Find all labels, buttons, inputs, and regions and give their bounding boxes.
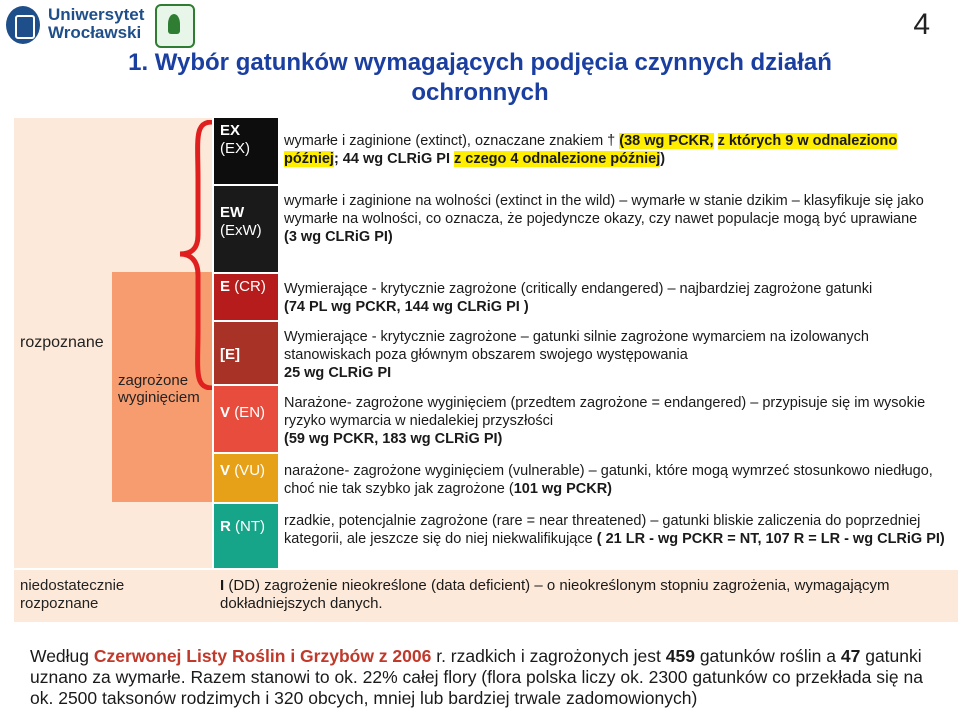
category-code: I	[220, 577, 225, 594]
desc-text: zagrożenie nieokreślone (data deficient) – o nieokreślonym stopniu zagrożenia, wymagającym dokładniejszych danych.	[220, 577, 890, 612]
category-code: E	[220, 278, 231, 295]
desc-bold: (74 PL wg PCKR, 144 wg CLRiG PI )	[284, 299, 529, 315]
title-line-1: 1. Wybór gatunków wymagających podjęcia czynnych działań	[128, 49, 832, 76]
desc-text: Wymierające - krytycznie zagrożone (critically endangered) – najbardziej zagrożone gatunki	[284, 281, 873, 297]
description-r-nt	[278, 508, 958, 552]
desc-text: wymarłe i zaginione na wolności (extinct in the wild) – wymarłe w stanie dzikim – klasyfikuje się jako wymarłe na wolności, co oznacza, że pojedyncze okazy, czy nawet populacje mogą być uprawiane	[284, 193, 924, 227]
description-e-bracket	[278, 324, 958, 386]
title-line-2: ochronnych	[411, 79, 549, 106]
green-emblem-icon	[155, 4, 195, 48]
category-e-bracket	[214, 322, 278, 384]
logo-line-2: Wrocławski	[48, 23, 142, 42]
category-code: V	[220, 404, 231, 421]
category-e-cr	[214, 274, 278, 320]
description-ex	[278, 128, 958, 172]
desc-highlight: z czego 4 odnalezione później	[454, 151, 661, 167]
desc-bold: 101 wg PCKR)	[513, 481, 613, 497]
curly-brace-icon	[176, 120, 216, 390]
category-v-en	[214, 386, 278, 452]
desc-highlight: (38 wg PCKR,	[619, 133, 714, 149]
description-e-cr	[278, 276, 958, 320]
university-logo-text	[48, 6, 144, 42]
desc-text: Narażone- zagrożone wyginięciem (przedtem zagrożone = endangered) – przypisuje się im wysokie ryzyko wymarcia w niedalekiej przyszłości	[284, 395, 926, 429]
description-v-vu	[278, 458, 958, 502]
logo-line-1: Uniwersytet	[48, 5, 145, 24]
category-alt: (EN)	[234, 404, 266, 421]
description-dd	[220, 577, 950, 613]
desc-bold: (59 wg PCKR, 183 wg CLRiG PI)	[284, 431, 503, 447]
page-title	[0, 48, 960, 108]
category-code: R	[220, 518, 231, 535]
footer-text: r. rzadkich i zagrożonych jest	[431, 646, 666, 666]
group-label-insufficient	[20, 577, 124, 613]
category-code: EW	[220, 204, 245, 221]
threatened-line-1: zagrożone	[118, 372, 189, 389]
desc-text: wymarłe i zaginione (extinct), oznaczane znakiem †	[284, 133, 620, 149]
footer-count: 47	[840, 646, 861, 666]
category-v-vu	[214, 454, 278, 502]
category-code: [E]	[220, 346, 240, 363]
category-code: EX	[220, 122, 241, 139]
footer-note	[30, 646, 950, 709]
desc-bold: ( 21 LR - wg PCKR = NT, 107 R = LR - wg CLRiG PI)	[596, 531, 945, 547]
slide-number: 4	[913, 8, 930, 41]
category-alt: (NT)	[235, 518, 266, 535]
footer-count: 459	[665, 646, 695, 666]
insufficient-line-2: rozpoznane	[20, 595, 99, 612]
description-ew	[278, 188, 958, 250]
desc-text: narażone- zagrożone wyginięciem (vulnerable) – gatunki, które mogą wymrzeć stosunkowo niedługo, choć nie tak szybko jak zagrożone (	[284, 463, 933, 497]
desc-bold: ; 44 wg CLRiG PI	[333, 151, 454, 167]
desc-text: Wymierające - krytycznie zagrożone – gatunki silnie zagrożone wymarciem na izolowanych stanowiskach poza głównym obszarem swojego występowania	[284, 329, 869, 363]
footer-text: gatunki uznano za wymarłe. Razem stanowi to ok. 22% całej flory (flora polska liczy ok. 2300 gatunków co przekłada się na ok. 2500 taksonów rodzimych i 320 obcych, mniej lub bardziej trwale zadomowionych)	[30, 646, 923, 708]
threatened-line-2: wyginięciem	[118, 389, 200, 406]
desc-bold: )	[660, 151, 666, 167]
university-crest-icon	[6, 6, 40, 44]
category-alt: (EX)	[220, 140, 250, 157]
category-ew	[214, 186, 278, 272]
category-alt: (CR)	[234, 278, 266, 295]
group-label-recognized: rozpoznane	[20, 334, 104, 351]
desc-bold: (3 wg CLRiG PI)	[284, 229, 393, 245]
category-alt: (VU)	[234, 462, 266, 479]
desc-bold: 25 wg CLRiG PI	[284, 365, 392, 381]
category-alt: (DD)	[228, 577, 260, 594]
insufficient-line-1: niedostatecznie	[20, 577, 125, 594]
footer-text: gatunków roślin a	[694, 646, 841, 666]
category-alt: (ExW)	[220, 222, 262, 239]
category-ex	[214, 118, 278, 184]
footer-red-list: Czerwonej Listy Roślin i Grzybów z 2006	[93, 646, 432, 666]
footer-text: Według	[30, 646, 94, 666]
category-code: V	[220, 462, 231, 479]
desc-highlight: z których 9 w odnaleziono później	[284, 133, 898, 167]
category-r-nt	[214, 504, 278, 568]
subgroup-cell-rare	[112, 502, 212, 568]
description-v-en	[278, 390, 958, 452]
desc-text: rzadkie, potencjalnie zagrożone (rare = near threatened) – gatunki bliskie zaliczenia do poprzedniej kategorii, ale jeszcze się do niej niekwalifikujące	[284, 513, 921, 547]
